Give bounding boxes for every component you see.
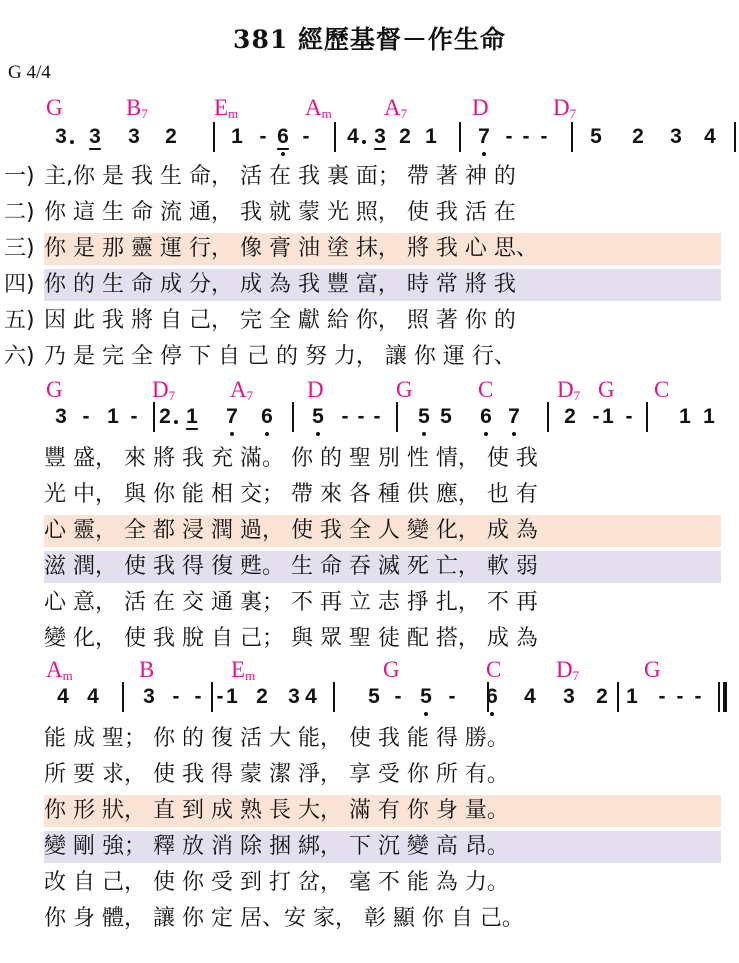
note-extension: - bbox=[540, 125, 548, 148]
lower-octave-dot bbox=[316, 432, 320, 436]
note-extension: - bbox=[592, 405, 600, 428]
chord-symbol bbox=[46, 658, 73, 682]
bar-line bbox=[459, 122, 461, 152]
lyric-line: 改 自 己， 使 你 受 到 打 岔， 毫 不 能 為 力。 bbox=[44, 870, 509, 895]
bar-line bbox=[571, 122, 573, 152]
bar-line bbox=[211, 682, 213, 712]
note-extension: - bbox=[341, 405, 349, 428]
chord-root: G bbox=[383, 657, 400, 682]
bar-line bbox=[396, 402, 398, 432]
chord-quality: 7 bbox=[168, 388, 176, 403]
note: 2 bbox=[632, 125, 644, 148]
chord-symbol bbox=[557, 378, 580, 402]
chord-root: A bbox=[384, 95, 401, 120]
note: 3 bbox=[128, 125, 140, 148]
note-extension: - bbox=[172, 685, 180, 708]
chord-symbol bbox=[598, 378, 615, 401]
augmentation-dot bbox=[174, 420, 178, 424]
chord-symbol bbox=[46, 378, 63, 401]
note: 4 bbox=[305, 685, 317, 708]
chord-symbol bbox=[396, 378, 413, 401]
note-extension: - bbox=[694, 685, 702, 708]
lower-octave-dot bbox=[230, 432, 234, 436]
note: 1 bbox=[231, 125, 243, 148]
note: 4 bbox=[87, 685, 99, 708]
chord-symbol bbox=[654, 378, 669, 401]
final-bar-thick bbox=[723, 682, 727, 712]
note-extension: - bbox=[357, 405, 365, 428]
chord-root: G bbox=[46, 95, 63, 120]
note: 4 bbox=[347, 125, 359, 148]
note: 1 bbox=[226, 685, 238, 708]
verse-number: 六) bbox=[4, 344, 35, 369]
bar-line bbox=[547, 402, 549, 432]
chord-quality: m bbox=[321, 106, 332, 121]
chord-symbol bbox=[230, 378, 253, 402]
note-extension: - bbox=[302, 125, 310, 148]
lyric-line: 能 成 聖； 你 的 復 活 大 能， 使 我 能 得 勝。 bbox=[44, 726, 509, 751]
chord-root: A bbox=[230, 377, 247, 402]
chord-quality: m bbox=[228, 106, 239, 121]
chord-root: E bbox=[231, 657, 246, 682]
lyric-line: 所 要 求， 使 我 得 蒙 潔 淨， 享 受 你 所 有。 bbox=[44, 762, 509, 787]
lyric-line: 你 這 生 命 流 通， 我 就 蒙 光 照， 使 我 活 在 bbox=[44, 200, 516, 225]
note: 7 bbox=[478, 125, 490, 148]
lower-octave-dot bbox=[281, 152, 285, 156]
note: 2 bbox=[596, 685, 608, 708]
chord-root: G bbox=[46, 377, 63, 402]
note: 3 bbox=[89, 125, 101, 148]
lyric-line: 心 意， 活 在 交 通 裏； 不 再 立 志 掙 扎， 不 再 bbox=[44, 590, 538, 615]
chord-root: G bbox=[644, 657, 661, 682]
chord-root: G bbox=[598, 377, 615, 402]
note: 2 bbox=[159, 405, 171, 428]
chord-symbol bbox=[553, 96, 576, 120]
lyric-line: 你 身 體， 讓 你 定 居、安 家， 彰 顯 你 自 己。 bbox=[44, 906, 524, 931]
note-extension: - bbox=[394, 685, 402, 708]
chord-root: C bbox=[654, 377, 670, 402]
note-extension: - bbox=[658, 685, 666, 708]
verse-number: 一) bbox=[4, 164, 35, 189]
chord-quality: 7 bbox=[400, 106, 408, 121]
lower-octave-dot bbox=[422, 432, 426, 436]
note: 5 bbox=[440, 405, 452, 428]
note: 2 bbox=[256, 685, 268, 708]
note: 4 bbox=[57, 685, 69, 708]
lyric-line: 因 此 我 將 自 己， 完 全 獻 給 你， 照 著 你 的 bbox=[44, 308, 516, 333]
note: 3 bbox=[670, 125, 682, 148]
chord-symbol bbox=[152, 378, 175, 402]
note: 5 bbox=[420, 685, 432, 708]
note: 1 bbox=[602, 405, 614, 428]
chord-quality: m bbox=[62, 668, 73, 683]
lyric-line: 豐 盛， 來 將 我 充 滿。 你 的 聖 別 性 情， 使 我 bbox=[44, 446, 538, 471]
lower-octave-dot bbox=[490, 712, 494, 716]
chord-root: E bbox=[214, 95, 229, 120]
bar-line bbox=[734, 122, 736, 152]
chord-symbol bbox=[231, 658, 255, 682]
chord-symbol bbox=[478, 378, 493, 401]
lower-octave-dot bbox=[424, 712, 428, 716]
bar-line bbox=[334, 122, 336, 152]
chord-root: D bbox=[472, 95, 489, 120]
note-extension: - bbox=[505, 125, 513, 148]
chord-root: C bbox=[486, 657, 502, 682]
lyric-line: 你 是 那 靈 運 行， 像 膏 油 塗 抹， 將 我 心 思、 bbox=[44, 236, 538, 261]
note: 3 bbox=[563, 685, 575, 708]
chord-symbol bbox=[139, 658, 154, 681]
key-time-signature: G 4/4 bbox=[8, 62, 51, 83]
note-extension: - bbox=[194, 685, 202, 708]
note: 2 bbox=[399, 125, 411, 148]
chord-symbol bbox=[46, 96, 63, 119]
chord-symbol bbox=[472, 96, 489, 119]
lyric-line: 主,你 是 我 生 命， 活 在 我 裏 面； 帶 著 神 的 bbox=[44, 164, 516, 189]
note-extension: - bbox=[373, 405, 381, 428]
note: 1 bbox=[703, 405, 715, 428]
note-extension: - bbox=[522, 125, 530, 148]
note-extension: - bbox=[82, 405, 90, 428]
chord-symbol bbox=[126, 96, 148, 120]
verse-number: 四) bbox=[4, 272, 35, 297]
note-extension: - bbox=[130, 405, 138, 428]
note: 2 bbox=[564, 405, 576, 428]
chord-root: A bbox=[46, 657, 63, 682]
chord-root: C bbox=[478, 377, 494, 402]
chord-root: D bbox=[556, 657, 573, 682]
note: 4 bbox=[704, 125, 716, 148]
chord-root: D bbox=[557, 377, 574, 402]
chord-symbol bbox=[214, 96, 238, 120]
bar-line bbox=[617, 682, 619, 712]
note: 3 bbox=[143, 685, 155, 708]
note: 5 bbox=[590, 125, 602, 148]
bar-line bbox=[213, 122, 215, 152]
note: 1 bbox=[186, 405, 198, 428]
note: 6 bbox=[277, 125, 289, 148]
bar-line bbox=[333, 682, 335, 712]
lyric-line: 你 的 生 命 成 分， 成 為 我 豐 富， 時 常 將 我 bbox=[44, 272, 516, 297]
lower-octave-dot bbox=[482, 152, 486, 156]
note: 6 bbox=[486, 685, 498, 708]
note-extension: - bbox=[216, 685, 224, 708]
chord-root: D bbox=[307, 377, 324, 402]
chord-quality: m bbox=[245, 668, 256, 683]
note: 3 bbox=[55, 125, 67, 148]
note: 1 bbox=[679, 405, 691, 428]
verse-number: 五) bbox=[4, 308, 35, 333]
note-extension: - bbox=[625, 405, 633, 428]
augmentation-dot bbox=[70, 140, 74, 144]
lyric-line: 光 中， 與 你 能 相 交； 帶 來 各 種 供 應， 也 有 bbox=[44, 482, 538, 507]
chord-quality: 7 bbox=[569, 106, 577, 121]
chord-root: G bbox=[396, 377, 413, 402]
chord-symbol bbox=[384, 96, 407, 120]
note: 5 bbox=[418, 405, 430, 428]
note: 3 bbox=[374, 125, 386, 148]
final-bar-thin bbox=[718, 682, 720, 712]
note: 6 bbox=[480, 405, 492, 428]
chord-root: B bbox=[139, 657, 155, 682]
chord-quality: 7 bbox=[572, 668, 580, 683]
chord-quality: 7 bbox=[141, 106, 148, 121]
chord-quality: 7 bbox=[246, 388, 254, 403]
note: 5 bbox=[312, 405, 324, 428]
bar-line bbox=[646, 402, 648, 432]
lyric-line: 滋 潤， 使 我 得 復 甦。 生 命 吞 滅 死 亡， 軟 弱 bbox=[44, 554, 538, 579]
lyric-line: 變 剛 強； 釋 放 消 除 捆 綁， 下 沉 變 高 昂。 bbox=[44, 834, 509, 859]
note-extension: - bbox=[259, 125, 267, 148]
chord-quality: 7 bbox=[573, 388, 581, 403]
verse-number: 三) bbox=[4, 236, 35, 261]
chord-symbol bbox=[556, 658, 579, 682]
bar-line bbox=[122, 682, 124, 712]
note: 2 bbox=[165, 125, 177, 148]
lower-octave-dot bbox=[484, 432, 488, 436]
chord-root: D bbox=[553, 95, 570, 120]
lyric-line: 心 靈， 全 都 浸 潤 過， 使 我 全 人 變 化， 成 為 bbox=[44, 518, 538, 543]
lower-octave-dot bbox=[512, 432, 516, 436]
note-extension: - bbox=[676, 685, 684, 708]
note-extension: - bbox=[448, 685, 456, 708]
chord-root: B bbox=[126, 95, 142, 120]
note: 7 bbox=[226, 405, 238, 428]
note: 1 bbox=[626, 685, 638, 708]
bar-line bbox=[292, 402, 294, 432]
note: 3 bbox=[288, 685, 300, 708]
chord-root: D bbox=[152, 377, 169, 402]
note: 6 bbox=[261, 405, 273, 428]
augmentation-dot bbox=[362, 140, 366, 144]
note: 3 bbox=[55, 405, 67, 428]
lyric-line: 你 形 狀， 直 到 成 熟 長 大， 滿 有 你 身 量。 bbox=[44, 798, 509, 823]
chord-symbol bbox=[486, 658, 501, 681]
hymn-title: 381 經歷基督－作生命 bbox=[233, 25, 506, 54]
chord-symbol bbox=[305, 96, 332, 120]
verse-number: 二) bbox=[4, 200, 35, 225]
chord-symbol bbox=[307, 378, 324, 401]
note: 4 bbox=[524, 685, 536, 708]
lyric-line: 乃 是 完 全 停 下 自 己 的 努 力， 讓 你 運 行、 bbox=[44, 344, 516, 369]
chord-symbol bbox=[383, 658, 400, 681]
chord-symbol bbox=[644, 658, 661, 681]
note: 7 bbox=[508, 405, 520, 428]
lyric-line: 變 化， 使 我 脫 自 己； 與 眾 聖 徒 配 搭， 成 為 bbox=[44, 626, 538, 651]
note: 1 bbox=[107, 405, 119, 428]
chord-root: A bbox=[305, 95, 322, 120]
note: 1 bbox=[425, 125, 437, 148]
note: 5 bbox=[368, 685, 380, 708]
lower-octave-dot bbox=[265, 432, 269, 436]
